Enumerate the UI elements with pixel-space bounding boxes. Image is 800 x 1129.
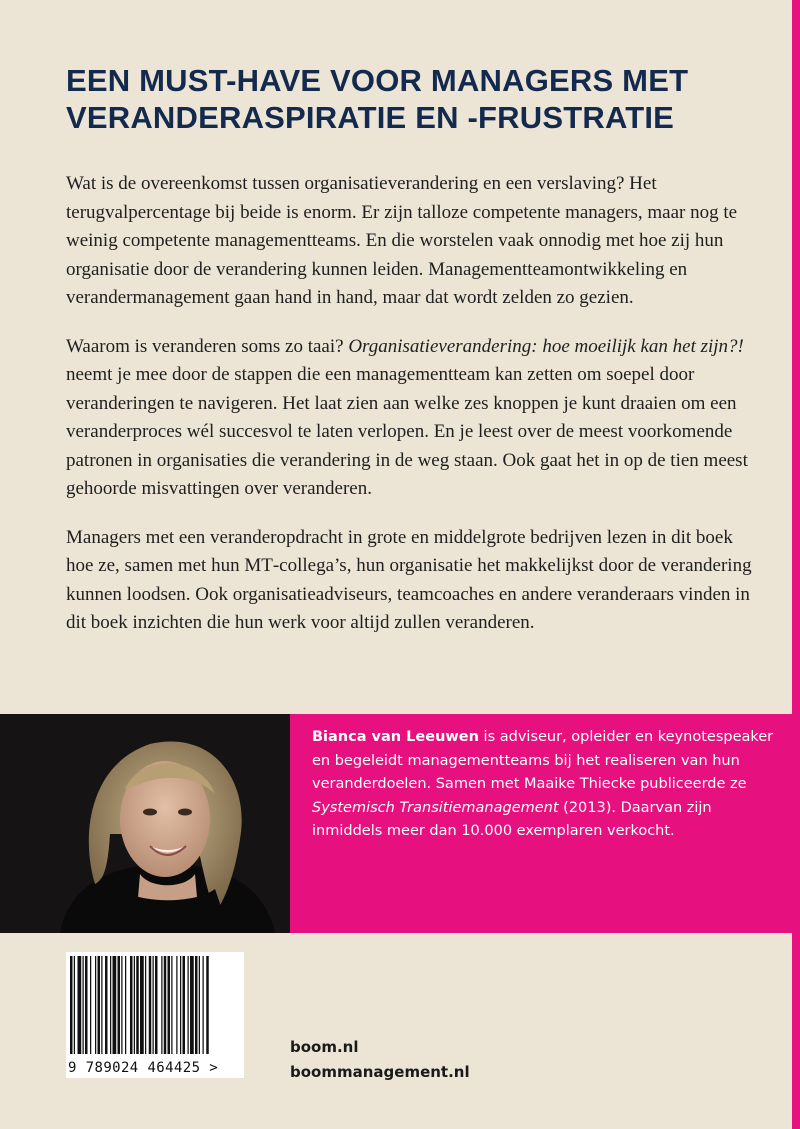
mt-abbreviation: MT: [244, 555, 273, 576]
barcode-bar: [161, 956, 162, 1054]
barcode-bar: [136, 956, 139, 1054]
barcode-bar: [121, 956, 122, 1054]
para2-intro: Waarom is veranderen soms zo taai?: [66, 335, 349, 357]
spine-edge-stripe: [792, 0, 800, 1129]
bio-text-1: is adviseur, opleider en keynotespeaker en begeleidt managementteams bij het realiseren van hun veranderdoelen. Samen met Maaike Thiecke publiceerde ze: [312, 729, 774, 792]
blurb-paragraph-2: [66, 333, 756, 504]
barcode-bar: [145, 956, 146, 1054]
previous-book-title: Systemisch Transitiemanagement: [312, 799, 559, 816]
barcode-bar: [164, 956, 167, 1054]
author-photo: [0, 714, 290, 933]
blurb-paragraph-1: Wat is de overeenkomst tussen organisatieverandering en een verslaving? Het terugvalpercentage bij beide is enorm. Er zijn talloze competente managers, maar nog te weinig competente managementteams. En die worstelen vaak onnodig met hoe zij hun organisatie door de verandering kunnen leiden. Managementteamontwikkeling en verandermanagement gaan hand in hand, maar dat wordt zelden zo gezien.: [66, 173, 738, 308]
barcode-bar: [83, 956, 84, 1054]
barcode-bar: [180, 956, 181, 1054]
link-boommanagement[interactable]: boommanagement.nl: [290, 1063, 470, 1081]
barcode-bar: [101, 956, 102, 1054]
barcode-bar: [85, 956, 88, 1054]
barcode-bar: [130, 956, 133, 1054]
barcode-bar: [118, 956, 121, 1054]
barcode-bars: [66, 952, 244, 1056]
barcode-bar: [95, 956, 96, 1054]
barcode-bar: [199, 956, 200, 1054]
back-cover-title: [66, 62, 766, 136]
isbn-barcode: [66, 952, 244, 1078]
barcode-bar: [190, 956, 194, 1054]
barcode-bar: [74, 956, 75, 1054]
barcode-bar: [183, 956, 186, 1054]
barcode-bar: [98, 956, 101, 1054]
barcode-bar: [70, 956, 73, 1054]
barcode-bar: [206, 956, 209, 1054]
blurb: [66, 170, 756, 658]
barcode-bar: [78, 956, 82, 1054]
title-line-1: EEN MUST-HAVE VOOR MANAGERS MET: [66, 63, 689, 98]
author-bio: [312, 726, 782, 844]
link-boom[interactable]: boom.nl: [290, 1038, 359, 1056]
author-bio-panel: [290, 714, 792, 933]
author-portrait-illustration: [0, 714, 290, 933]
publisher-links: [290, 1035, 470, 1085]
blurb-paragraph-3: [66, 524, 756, 638]
barcode-bar: [110, 956, 111, 1054]
barcode-bar: [149, 956, 152, 1054]
barcode-bar: [195, 956, 198, 1054]
barcode-bar: [125, 956, 126, 1054]
barcode-bar: [113, 956, 117, 1054]
barcode-bar: [134, 956, 135, 1054]
barcode-bar: [153, 956, 154, 1054]
para3-body: -collega’s, hun organisatie het makkelijkst door de verandering kunnen loodsen. Ook organisatieadviseurs, teamcoaches en andere veranderaars vinden in dit boek inzichten die hun werk voor altijd zullen veranderen.: [66, 555, 752, 633]
barcode-bar: [155, 956, 158, 1054]
barcode-bar: [105, 956, 108, 1054]
barcode-bar: [171, 956, 172, 1054]
author-section: [0, 714, 792, 933]
barcode-bar: [203, 956, 204, 1054]
para3-intro: Managers met een veranderopdracht in grote en middelgrote bedrijven lezen in dit boek hoe ze, samen met hun: [66, 526, 733, 576]
barcode-bar: [168, 956, 171, 1054]
isbn-number: 9 789024 464425 >: [68, 1060, 219, 1076]
barcode-bar: [90, 956, 91, 1054]
bio-text-2: (2013). Daarvan zijn inmiddels meer dan 10.000 exemplaren verkocht.: [312, 799, 712, 839]
title-line-2: VERANDERASPIRATIE EN -FRUSTRATIE: [66, 100, 675, 135]
barcode-bar: [188, 956, 189, 1054]
book-title-italic: Organisatieverandering: hoe moeilijk kan het zijn?!: [348, 335, 744, 357]
para2-body: neemt je mee door de stappen die een managementteam kan zetten om soepel door veranderingen te navigeren. Het laat zien aan welke zes knoppen je kunt draaien om een veranderproces wél succesvol te laten verlopen. En je leest over de meest voorkomende patronen in organisaties die verandering in de weg staan. Ook gaat het in op de tien meest gehoorde misvattingen over veranderen.: [66, 364, 748, 499]
barcode-bar: [176, 956, 177, 1054]
author-name: Bianca van Leeuwen: [312, 729, 479, 745]
barcode-bar: [140, 956, 144, 1054]
